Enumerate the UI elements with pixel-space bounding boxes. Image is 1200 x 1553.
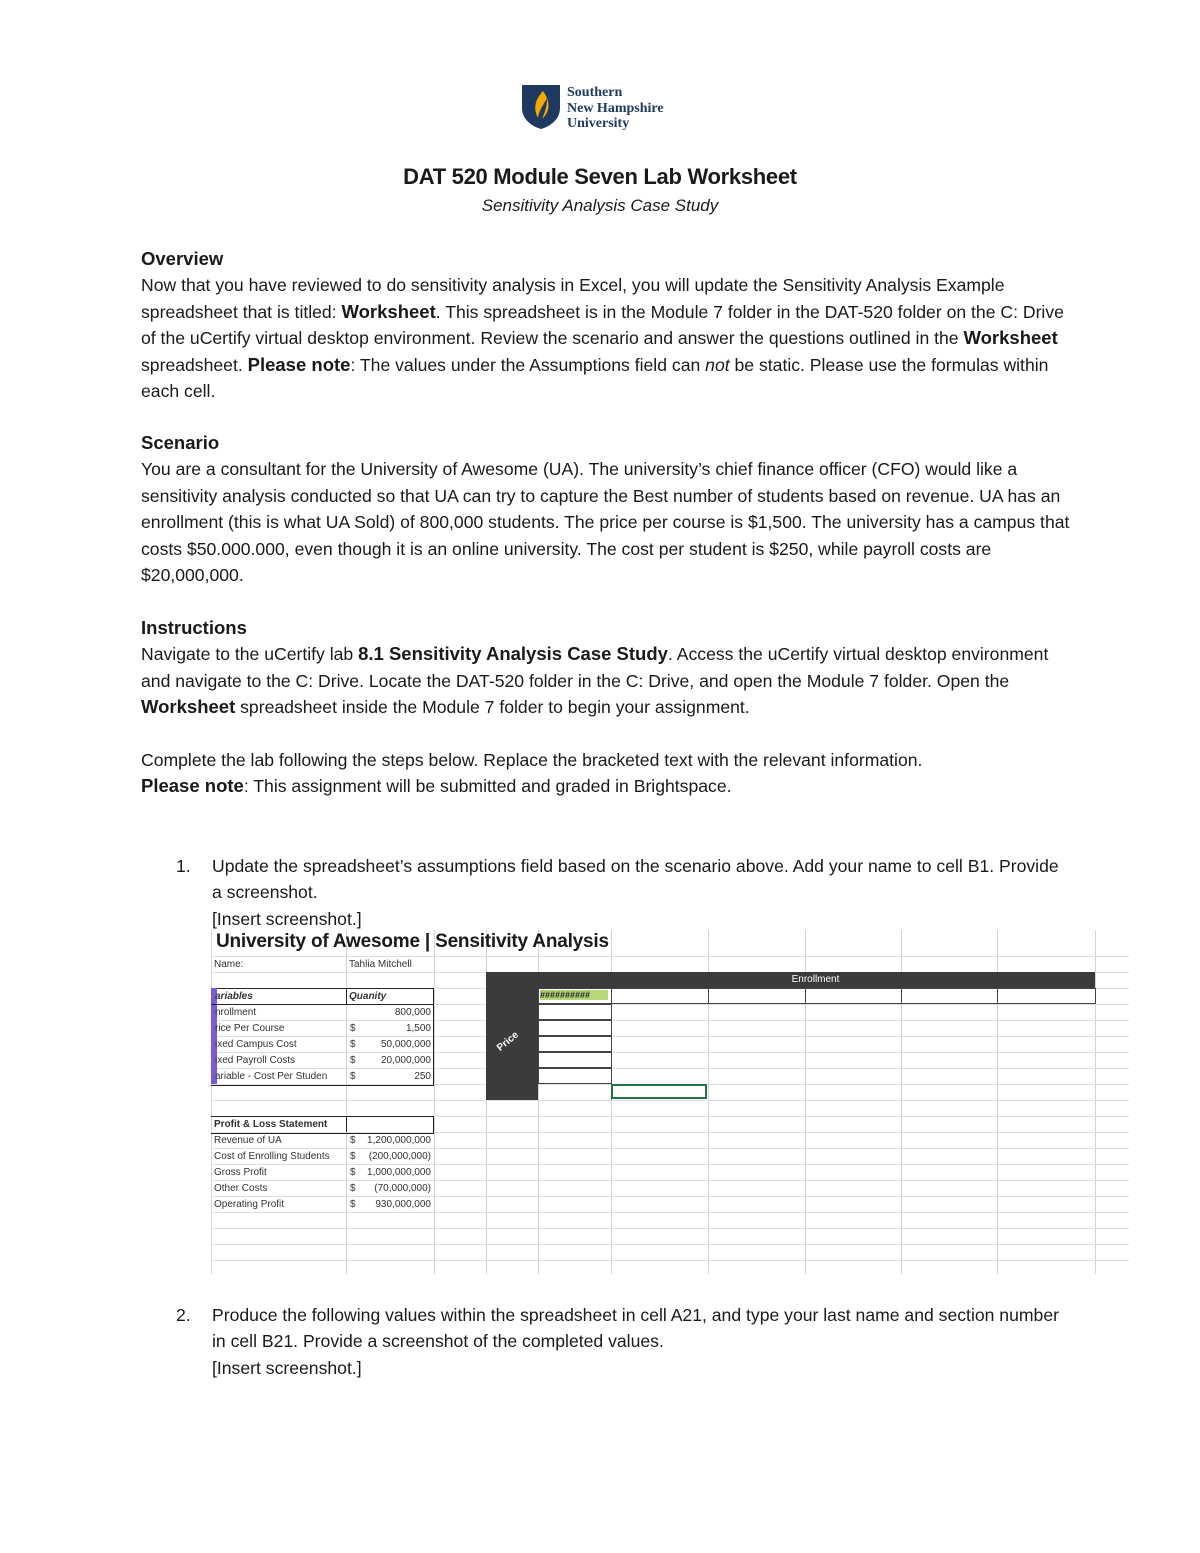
instructions-paragraph: Navigate to the uCertify lab 8.1 Sensitivity Analysis Case Study. Access the uCertify virtual desktop environment and navigate to the C: Drive. Locate the DAT-520 folder in the C: Drive, and open the Module 7 folder. Open the Worksheet spreadsheet inside the Module 7 folder to begin your assignment. xyxy=(141,643,1049,718)
pl-currency: $ xyxy=(350,1199,356,1210)
spreadsheet-screenshot xyxy=(211,930,1129,1274)
enrollment-label: Enrollment xyxy=(791,974,840,985)
assumption-value: 50,000,000 xyxy=(380,1039,431,1050)
step-text: Update the spreadsheet’s assumptions field based on the scenario above. Add your name to cell B1. Provide a screenshot. xyxy=(212,856,1059,903)
pl-currency: $ xyxy=(350,1151,356,1162)
assumption-value: 250 xyxy=(414,1071,431,1082)
step-number: 2. xyxy=(176,1305,191,1325)
assumption-currency: $ xyxy=(350,1023,356,1034)
assumption-value: 800,000 xyxy=(394,1007,431,1018)
assumption-currency: $ xyxy=(350,1039,356,1050)
hash-overflow-cell: ########## xyxy=(540,990,591,1000)
pl-value: 1,000,000,000 xyxy=(367,1167,431,1178)
logo-line-2: New Hampshire xyxy=(567,100,664,116)
overview-heading: Overview xyxy=(141,248,224,269)
document-title: DAT 520 Module Seven Lab Worksheet xyxy=(403,164,797,189)
name-label: Name: xyxy=(214,959,244,970)
step-text: Produce the following values within the spreadsheet in cell A21, and type your last name and section number in cell B21. Provide a screenshot of the completed values. xyxy=(212,1305,1059,1352)
step-number: 1. xyxy=(176,856,191,876)
pl-label: Revenue of UA xyxy=(214,1135,282,1146)
pl-label: Other Costs xyxy=(214,1183,268,1194)
pl-value: (70,000,000) xyxy=(374,1183,431,1194)
scenario-heading: Scenario xyxy=(141,432,220,453)
document-subtitle: Sensitivity Analysis Case Study xyxy=(481,196,719,215)
pl-currency: $ xyxy=(350,1167,356,1178)
instructions-heading: Instructions xyxy=(141,617,247,638)
assumption-label: ariable - Cost Per Studen xyxy=(215,1071,328,1082)
pl-value: 1,200,000,000 xyxy=(367,1135,431,1146)
pl-label: Operating Profit xyxy=(214,1199,285,1210)
assumption-label: rice Per Course xyxy=(215,1023,285,1034)
shield-flame-icon xyxy=(521,84,561,130)
sheet-title: University of Awesome | Sensitivity Analysis xyxy=(216,931,609,952)
assumption-label: ixed Campus Cost xyxy=(215,1039,297,1050)
pl-value: (200,000,000) xyxy=(368,1151,431,1162)
assumption-value: 1,500 xyxy=(405,1023,431,1034)
selected-cell[interactable] xyxy=(611,1084,707,1099)
assumption-label: ixed Payroll Costs xyxy=(215,1055,296,1066)
pl-header: Profit & Loss Statement xyxy=(214,1119,328,1130)
screenshot-placeholder: [Insert screenshot.] xyxy=(212,908,362,929)
price-label: Price xyxy=(495,1029,521,1054)
assumption-currency: $ xyxy=(350,1055,356,1066)
pl-label: Gross Profit xyxy=(214,1167,267,1178)
assumption-currency: $ xyxy=(350,1071,356,1082)
overview-section xyxy=(141,246,1071,404)
pl-label: Cost of Enrolling Students xyxy=(214,1151,330,1162)
logo-wordmark xyxy=(567,85,664,132)
pl-currency: $ xyxy=(350,1135,356,1146)
scenario-paragraph: You are a consultant for the University of Awesome (UA). The university’s chief finance officer (CFO) would like a sensitivity analysis conducted so that UA can try to capture the Best number of students based on revenue. UA has an enrollment (this is what UA Sold) of 800,000 students. The price per course is $1,500. The university has a campus that costs $50.000.000, even though it is an online university. The cost per student is $250, while payroll costs are $20,000,000. xyxy=(141,459,1070,586)
instructions-section xyxy=(141,615,1071,799)
name-value: Tahlia Mitchell xyxy=(349,959,412,970)
scenario-section xyxy=(141,430,1071,588)
logo-line-1: Southern xyxy=(567,85,623,100)
variables-header: ariables xyxy=(215,991,253,1002)
assumption-value: 20,000,000 xyxy=(380,1055,431,1066)
screenshot-placeholder: [Insert screenshot.] xyxy=(212,1357,362,1378)
pl-value: 930,000,000 xyxy=(375,1199,431,1210)
pl-currency: $ xyxy=(350,1183,356,1194)
quantity-header: Quanity xyxy=(349,991,387,1002)
logo-line-3: University xyxy=(567,116,630,131)
overview-paragraph: Now that you have reviewed to do sensitivity analysis in Excel, you will update the Sensitivity Analysis Example spreadsheet that is titled: Worksheet. This spreadsheet is in the Module 7 folder in the DAT-520 folder on the C: Drive of the uCertify virtual desktop environment. Review the scenario and answer the questions outlined in the Worksheet spreadsheet. Please note: The values under the Assumptions field can not be static. Please use the formulas within each cell. xyxy=(141,275,1064,402)
complete-paragraph: Complete the lab following the steps below. Replace the bracketed text with the relevant information. Please note: This assignment will be submitted and graded in Brightspace. xyxy=(141,749,923,797)
assumption-label: nrollment xyxy=(215,1007,257,1018)
